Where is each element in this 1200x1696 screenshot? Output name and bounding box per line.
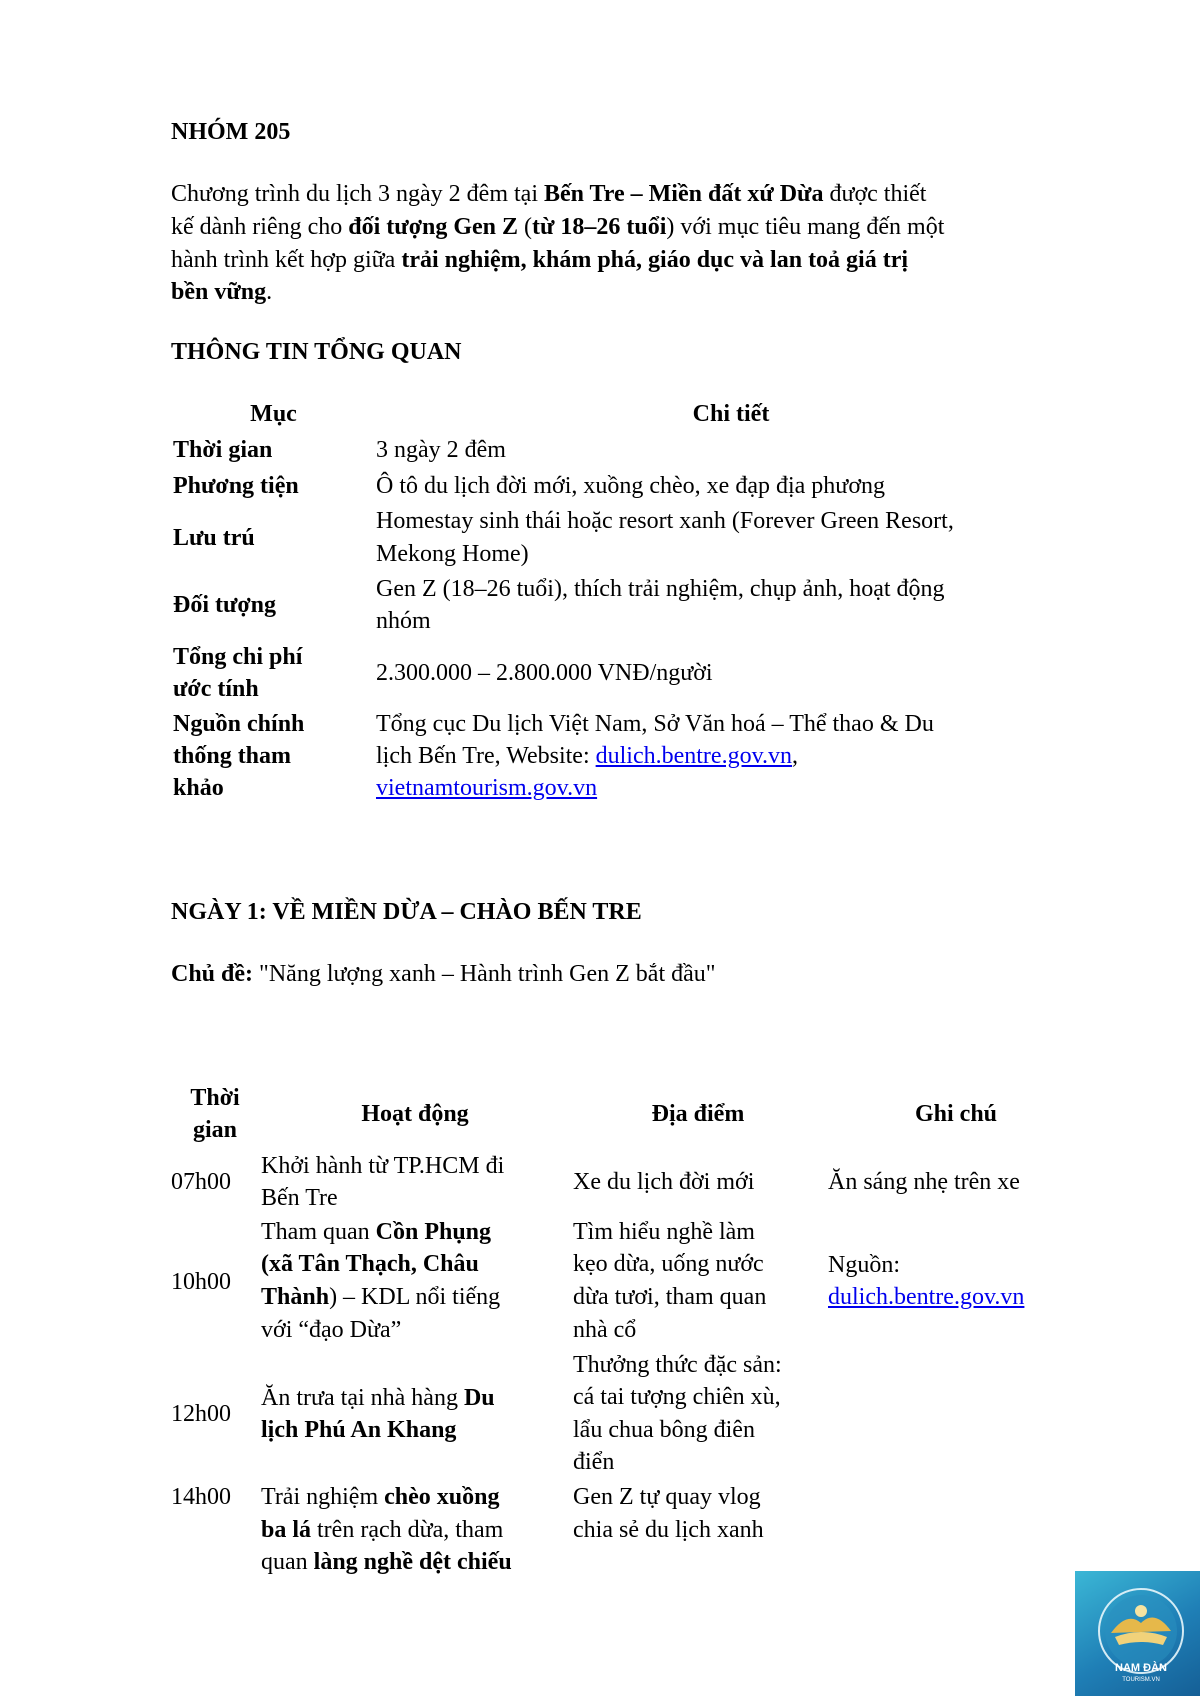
table-row-note — [828, 1281, 1024, 1313]
table-row-place: kẹo dừa, uống nước — [573, 1251, 764, 1277]
table-row-activity: Ăn trưa tại nhà hàng Du — [261, 1385, 495, 1411]
intro-line-3: hành trình kết hợp giữa trải nghiệm, khám phá, giáo dục và lan toả giá trị — [171, 247, 909, 273]
overview-col-item: Mục — [250, 401, 297, 427]
logo-text-2: TOURISM.VN — [1122, 1677, 1160, 1683]
overview-detail: Tổng cục Du lịch Việt Nam, Sở Văn hoá – Thể thao & Du — [376, 711, 934, 737]
logo-emblem-icon — [1075, 1571, 1200, 1696]
table-row-activity: Tham quan Cồn Phụng — [261, 1219, 492, 1245]
table-row-time: 14h00 — [171, 1484, 231, 1510]
day1-theme: Chủ đề: "Năng lượng xanh – Hành trình Gen Z bắt đầu" — [171, 961, 716, 987]
table-row-place: điển — [573, 1449, 615, 1475]
day1-col-place: Địa điểm — [651, 1101, 745, 1127]
day1-col-note: Ghi chú — [914, 1101, 998, 1127]
overview-detail — [376, 772, 597, 804]
overview-label: Nguồn chính — [173, 711, 305, 737]
table-row-activity: Bến Tre — [261, 1185, 338, 1211]
table-row-time: 10h00 — [171, 1269, 231, 1295]
table-row-time: 07h00 — [171, 1169, 231, 1195]
overview-label: thống tham — [173, 743, 292, 769]
overview-detail: Ô tô du lịch đời mới, xuồng chèo, xe đạp địa phương — [376, 473, 886, 499]
overview-detail: Mekong Home) — [376, 541, 529, 567]
logo-text-1: NAM ĐÀN — [1115, 1662, 1167, 1674]
overview-heading: THÔNG TIN TỔNG QUAN — [171, 339, 462, 365]
table-row-note: Ăn sáng nhẹ trên xe — [828, 1169, 1020, 1195]
intro-line-1: Chương trình du lịch 3 ngày 2 đêm tại Bến Tre – Miền đất xứ Dừa được thiết — [171, 181, 927, 207]
table-row-activity: (xã Tân Thạch, Châu — [261, 1251, 479, 1277]
table-row-activity: ba lá trên rạch dừa, tham — [261, 1517, 504, 1543]
day1-col-activity: Hoạt động — [361, 1101, 469, 1127]
table-row-place: Gen Z tự quay vlog — [573, 1484, 761, 1510]
overview-label: Đối tượng — [173, 592, 277, 618]
overview-col-detail: Chi tiết — [692, 401, 770, 427]
table-row-place: lẩu chua bông điên — [573, 1417, 755, 1443]
table-row-activity: Trải nghiệm chèo xuồng — [261, 1484, 500, 1510]
day1-col-time: gian — [192, 1117, 237, 1143]
overview-detail: lịch Bến Tre, Website: dulich.bentre.gov.vn, — [376, 743, 799, 769]
overview-detail: Homestay sinh thái hoặc resort xanh (Forever Green Resort, — [376, 508, 954, 534]
table-row-place: dừa tươi, tham quan — [573, 1284, 767, 1310]
table-row-activity: quan làng nghề dệt chiếu — [261, 1549, 512, 1575]
intro-line-2: kế dành riêng cho đối tượng Gen Z (từ 18–26 tuổi) với mục tiêu mang đến một — [171, 214, 945, 240]
overview-detail: Gen Z (18–26 tuổi), thích trải nghiệm, chụp ảnh, hoạt động — [376, 576, 945, 602]
table-row-activity: lịch Phú An Khang — [261, 1417, 457, 1443]
table-row-activity: Thành) – KDL nổi tiếng — [261, 1284, 501, 1310]
overview-label: Phương tiện — [173, 473, 299, 499]
day1-heading: NGÀY 1: VỀ MIỀN DỪA – CHÀO BẾN TRE — [171, 899, 642, 925]
table-row-note: Nguồn: — [828, 1252, 900, 1278]
overview-label: ước tính — [173, 676, 259, 702]
table-row-place: Tìm hiểu nghề làm — [573, 1219, 755, 1245]
table-row-place: Xe du lịch đời mới — [573, 1169, 755, 1195]
overview-detail: nhóm — [376, 608, 431, 634]
link-vietnamtourism[interactable]: vietnamtourism.gov.vn — [376, 775, 598, 801]
overview-label: Lưu trú — [173, 525, 255, 551]
overview-detail: 3 ngày 2 đêm — [376, 437, 506, 463]
nam-dan-tourism-logo — [1075, 1571, 1200, 1696]
overview-label: Thời gian — [173, 437, 273, 463]
group-title: NHÓM 205 — [171, 119, 291, 145]
table-row-activity: với “đạo Dừa” — [261, 1317, 402, 1343]
overview-detail: 2.300.000 – 2.800.000 VNĐ/người — [376, 660, 713, 686]
day1-col-time: Thời — [190, 1085, 240, 1111]
overview-label: Tổng chi phí — [173, 644, 303, 670]
table-row-place: chia sẻ du lịch xanh — [573, 1517, 764, 1543]
table-row-activity: Khởi hành từ TP.HCM đi — [261, 1153, 505, 1179]
link-dulich-bentre-note[interactable]: dulich.bentre.gov.vn — [828, 1284, 1025, 1310]
intro-line-4: bền vững. — [171, 279, 273, 305]
overview-label: khảo — [173, 775, 224, 801]
table-row-place: cá tai tượng chiên xù, — [573, 1384, 781, 1410]
table-row-time: 12h00 — [171, 1401, 231, 1427]
table-row-place: nhà cổ — [573, 1317, 637, 1343]
link-dulich-bentre[interactable]: dulich.bentre.gov.vn — [595, 743, 793, 769]
table-row-place: Thưởng thức đặc sản: — [573, 1352, 782, 1378]
